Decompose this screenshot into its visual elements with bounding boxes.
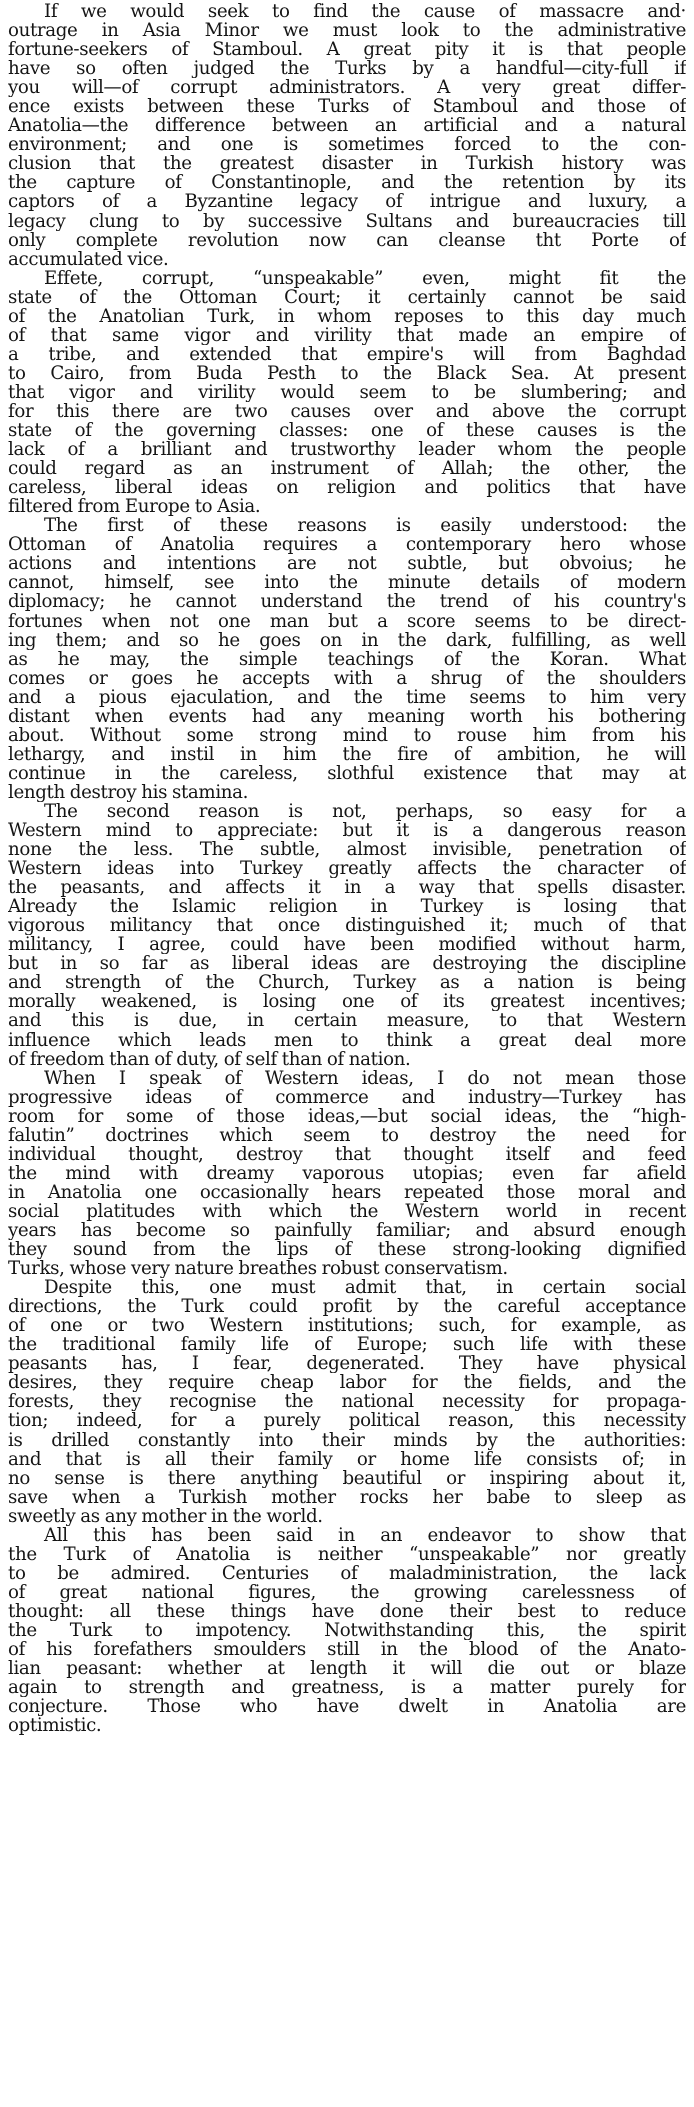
text-line: you will—of corrupt administrators. A very great differ-	[8, 78, 686, 98]
text-line: years has become so painfully familiar; and absurd enough	[8, 1221, 686, 1241]
text-line: Western ideas into Turkey greatly affects the character of	[8, 859, 686, 879]
text-line: When I speak of Western ideas, I do not mean those	[44, 1068, 686, 1088]
text-line: sweetly as any mother in the world.	[8, 1506, 323, 1526]
text-line: of freedom than of duty, of self than of nation.	[8, 1049, 411, 1069]
text-line: of the Anatolian Turk, in whom reposes to this day much	[8, 306, 686, 326]
text-line: captors of a Byzantine legacy of intrigue and luxury, a	[8, 192, 686, 212]
text-line: Anatolia—the difference between an artificial and a natural	[8, 116, 686, 136]
text-line: optimistic.	[8, 1716, 102, 1736]
text-line: desires, they require cheap labor for the fields, and the	[8, 1373, 686, 1393]
text-line: diplomacy; he cannot understand the trend of his country's	[8, 592, 686, 612]
text-line: comes or goes he accepts with a shrug of the shoulders	[8, 668, 686, 688]
text-line: to be admired. Centuries of maladministration, the lack	[8, 1563, 686, 1583]
text-line: they sound from the lips of these strong-looking dignified	[8, 1240, 686, 1260]
text-line: influence which leads men to think a great deal more	[8, 1030, 686, 1050]
text-line: actions and intentions are not subtle, but obvoius; he	[8, 554, 686, 574]
text-line: lian peasant: whether at length it will die out or blaze	[8, 1659, 686, 1679]
text-line: fortune-seekers of Stamboul. A great pity it is that people	[8, 40, 686, 60]
text-line: clusion that the greatest disaster in Turkish history was	[8, 154, 686, 174]
text-line: length destroy his stamina.	[8, 782, 249, 802]
text-line: the Turk of Anatolia is neither “unspeakable” nor greatly	[8, 1544, 686, 1564]
text-line: forests, they recognise the national necessity for propaga-	[8, 1392, 686, 1412]
text-line: accumulated vice.	[8, 249, 169, 269]
text-line: again to strength and greatness, is a matter purely for	[8, 1678, 686, 1698]
text-line: the mind with dreamy vaporous utopias; even far afield	[8, 1163, 686, 1183]
text-line: a tribe, and extended that empire's will from Baghdad	[8, 344, 686, 364]
text-line: the Turk to impotency. Notwithstanding this, the spirit	[8, 1620, 686, 1641]
text-line: have so often judged the Turks by a handful—city-full if	[8, 59, 686, 79]
text-line: as he may, the simple teachings of the Koran. What	[8, 649, 686, 669]
text-line: Western mind to appreciate: but it is a dangerous reason	[8, 821, 686, 841]
text-line: Effete, corrupt, “unspeakable” even, might fit the	[44, 268, 686, 288]
article-paragraph	[8, 1278, 686, 1526]
text-line: legacy clung to by successive Sultans and bureaucracies till	[8, 211, 686, 231]
text-line: could regard as an instrument of Allah; the other, the	[8, 459, 686, 479]
article-paragraph	[8, 1526, 686, 1736]
text-line: individual thought, destroy that thought itself and feed	[8, 1144, 686, 1164]
text-line: morally weakened, is losing one of its greatest incentives;	[8, 992, 686, 1012]
text-line: but in so far as liberal ideas are destroying the discipline	[8, 954, 686, 974]
text-line: of his forefathers smoulders still in the blood of the Anato-	[8, 1640, 686, 1660]
text-line: cannot, himself, see into the minute details of modern	[8, 573, 686, 593]
text-line: for this there are two causes over and above the corrupt	[8, 401, 686, 422]
article-paragraph	[8, 1069, 686, 1279]
text-line: directions, the Turk could profit by the careful acceptance	[8, 1297, 686, 1317]
text-line: If we would seek to find the cause of massacre and·	[44, 2, 686, 22]
text-line: the traditional family life of Europe; such life with these	[8, 1335, 686, 1355]
text-line: conjecture. Those who have dwelt in Anatolia are	[8, 1697, 686, 1717]
text-line: vigorous militancy that once distinguished it; much of that	[8, 916, 686, 936]
text-line: outrage in Asia Minor we must look to the administrative	[8, 21, 686, 41]
text-line: the peasants, and affects it in a way that spells disaster.	[8, 878, 686, 898]
text-line: none the less. The subtle, almost invisible, penetration of	[8, 840, 686, 860]
text-line: and that is all their family or home life consists of; in	[8, 1449, 686, 1469]
text-line: social platitudes with which the Western world in recent	[8, 1201, 686, 1221]
text-line: the capture of Constantinople, and the retention by its	[8, 173, 686, 193]
text-line: fortunes when not one man but a score seems to be direct-	[8, 611, 686, 631]
text-line: All this has been said in an endeavor to show that	[44, 1525, 686, 1545]
text-line: distant when events had any meaning worth his bothering	[8, 706, 686, 726]
text-line: ing them; and so he goes on in the dark, fulfilling, as well	[8, 630, 686, 650]
text-line: lethargy, and instil in him the fire of ambition, he will	[8, 744, 686, 764]
text-line: tion; indeed, for a purely political reason, this necessity	[8, 1411, 686, 1431]
text-line: room for some of those ideas,—but social ideas, the “high-	[8, 1106, 686, 1126]
text-line: state of the governing classes: one of these causes is the	[8, 421, 686, 441]
text-line: only complete revolution now can cleanse tht Porte of	[8, 230, 686, 250]
text-line: careless, liberal ideas on religion and politics that have	[8, 478, 686, 498]
text-line: and strength of the Church, Turkey as a nation is being	[8, 973, 686, 993]
article-paragraph	[8, 2, 686, 269]
text-line: to Cairo, from Buda Pesth to the Black Sea. At present	[8, 363, 686, 383]
text-line: of that same vigor and virility that made an empire of	[8, 325, 686, 345]
text-line: militancy, I agree, could have been modified without harm,	[8, 935, 686, 955]
text-line: falutin” doctrines which seem to destroy the need for	[8, 1125, 686, 1145]
text-line: peasants has, I fear, degenerated. They have physical	[8, 1354, 686, 1374]
text-line: that vigor and virility would seem to be slumbering; and	[8, 382, 686, 402]
text-line: thought: all these things have done their best to reduce	[8, 1601, 686, 1621]
text-line: continue in the careless, slothful existence that may at	[8, 763, 686, 783]
text-line: filtered from Europe to Asia.	[8, 497, 261, 517]
text-line: lack of a brilliant and trustworthy leader whom the people	[8, 440, 686, 460]
article-column	[8, 2, 686, 1735]
article-paragraph	[8, 269, 686, 517]
text-line: is drilled constantly into their minds by the authorities:	[8, 1430, 686, 1450]
text-line: and a pious ejaculation, and the time seems to him very	[8, 687, 686, 707]
text-line: save when a Turkish mother rocks her babe to sleep as	[8, 1487, 686, 1507]
text-line: no sense is there anything beautiful or inspiring about it,	[8, 1468, 686, 1488]
text-line: Turks, whose very nature breathes robust conservatism.	[8, 1259, 508, 1279]
text-line: environment; and one is sometimes forced to the con-	[8, 135, 686, 155]
text-line: about. Without some strong mind to rouse him from his	[8, 725, 686, 745]
text-line: progressive ideas of commerce and industry—Turkey has	[8, 1087, 686, 1107]
text-line: The first of these reasons is easily understood: the	[44, 516, 686, 536]
text-line: Already the Islamic religion in Turkey is losing that	[8, 897, 686, 917]
text-line: state of the Ottoman Court; it certainly cannot be said	[8, 287, 686, 307]
text-line: of great national figures, the growing carelessness of	[8, 1582, 686, 1602]
text-line: and this is due, in certain measure, to that Western	[8, 1011, 686, 1031]
text-line: The second reason is not, perhaps, so easy for a	[44, 801, 686, 822]
article-paragraph	[8, 516, 686, 802]
text-line: Ottoman of Anatolia requires a contemporary hero whose	[8, 535, 686, 555]
text-line: in Anatolia one occasionally hears repeated those moral and	[8, 1182, 686, 1202]
text-line: Despite this, one must admit that, in certain social	[44, 1278, 686, 1298]
text-line: of one or two Western institutions; such, for example, as	[8, 1316, 686, 1336]
article-paragraph	[8, 802, 686, 1069]
text-line: ence exists between these Turks of Stamboul and those of	[8, 97, 686, 117]
